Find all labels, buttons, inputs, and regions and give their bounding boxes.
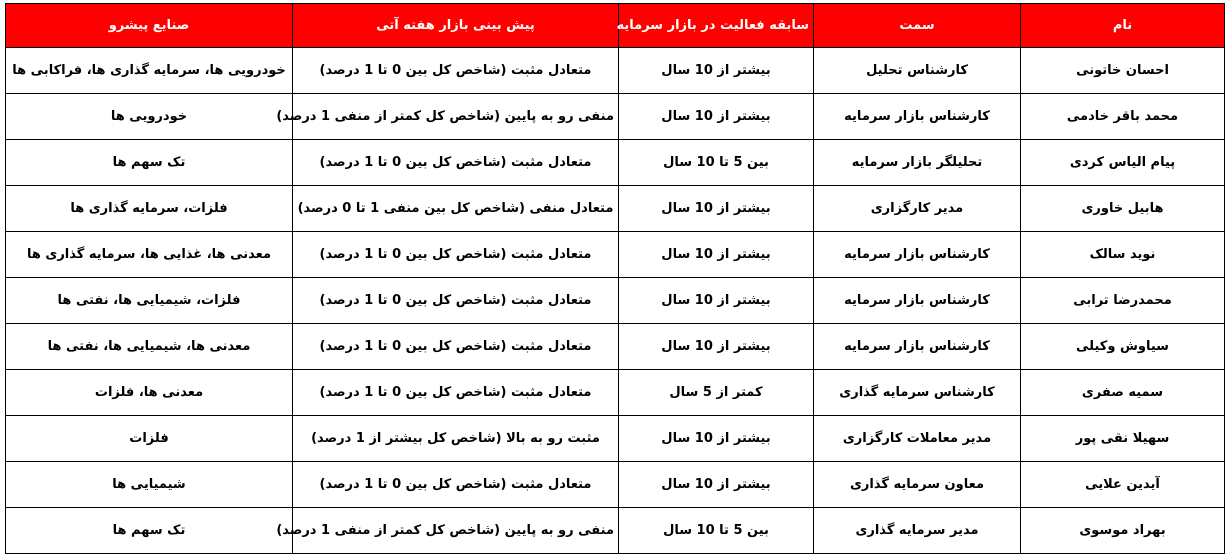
market-forecast-table	[5, 3, 1225, 554]
cell-prediction: متعادل مثبت (شاخص کل بین 0 تا 1 درصد)	[293, 140, 619, 186]
cell-role: کارشناس سرمایه گذاری	[814, 370, 1021, 416]
cell-prediction: متعادل مثبت (شاخص کل بین 0 تا 1 درصد)	[293, 462, 619, 508]
cell-name: آیدین علایی	[1021, 462, 1225, 508]
cell-industries: تک سهم ها	[6, 140, 293, 186]
header-row	[6, 4, 1225, 48]
cell-role: کارشناس تحلیل	[814, 48, 1021, 94]
table-row	[6, 416, 1225, 462]
cell-prediction: منفی رو به پایین (شاخص کل کمتر از منفی 1 درصد)	[293, 94, 619, 140]
cell-prediction: مثبت رو به بالا (شاخص کل بیشتر از 1 درصد)	[293, 416, 619, 462]
cell-experience: بیشتر از 10 سال	[619, 232, 814, 278]
cell-prediction: متعادل مثبت (شاخص کل بین 0 تا 1 درصد)	[293, 278, 619, 324]
cell-prediction: متعادل مثبت (شاخص کل بین 0 تا 1 درصد)	[293, 370, 619, 416]
table-row	[6, 48, 1225, 94]
cell-industries: شیمیایی ها	[6, 462, 293, 508]
table-header	[6, 4, 1225, 48]
table-row	[6, 508, 1225, 554]
table-row	[6, 370, 1225, 416]
cell-role: کارشناس بازار سرمایه	[814, 278, 1021, 324]
cell-experience: بیشتر از 10 سال	[619, 48, 814, 94]
table-row	[6, 94, 1225, 140]
cell-industries: معدنی ها، شیمیایی ها، نفتی ها	[6, 324, 293, 370]
cell-name: بهراد موسوی	[1021, 508, 1225, 554]
cell-role: کارشناس بازار سرمایه	[814, 94, 1021, 140]
header-experience: سابقه فعالیت در بازار سرمایه	[619, 4, 814, 48]
cell-role: مدیر معاملات کارگزاری	[814, 416, 1021, 462]
cell-prediction: متعادل منفی (شاخص کل بین منفی 1 تا 0 درصد)	[293, 186, 619, 232]
cell-experience: بیشتر از 10 سال	[619, 324, 814, 370]
header-name: نام	[1021, 4, 1225, 48]
cell-industries: خودرویی ها	[6, 94, 293, 140]
cell-experience: بیشتر از 10 سال	[619, 186, 814, 232]
table-row	[6, 324, 1225, 370]
cell-prediction: منفی رو به پایین (شاخص کل کمتر از منفی 1 درصد)	[293, 508, 619, 554]
cell-experience: بیشتر از 10 سال	[619, 94, 814, 140]
cell-role: معاون سرمایه گذاری	[814, 462, 1021, 508]
cell-experience: بیشتر از 10 سال	[619, 278, 814, 324]
cell-industries: فلزات، شیمیایی ها، نفتی ها	[6, 278, 293, 324]
cell-name: احسان خاتونی	[1021, 48, 1225, 94]
table-body	[6, 48, 1225, 554]
cell-industries: خودرویی ها، سرمایه گذاری ها، فراکابی ها	[6, 48, 293, 94]
cell-experience: بین 5 تا 10 سال	[619, 508, 814, 554]
cell-role: مدیر سرمایه گذاری	[814, 508, 1021, 554]
cell-industries: فلزات، سرمایه گذاری ها	[6, 186, 293, 232]
header-industries: صنایع پیشرو	[6, 4, 293, 48]
cell-industries: معدنی ها، غذایی ها، سرمایه گذاری ها	[6, 232, 293, 278]
cell-name: نوید سالک	[1021, 232, 1225, 278]
cell-role: مدیر کارگزاری	[814, 186, 1021, 232]
cell-experience: کمتر از 5 سال	[619, 370, 814, 416]
table-row	[6, 140, 1225, 186]
header-prediction: پیش بینی بازار هفته آتی	[293, 4, 619, 48]
cell-role: کارشناس بازار سرمایه	[814, 232, 1021, 278]
cell-industries: معدنی ها، فلزات	[6, 370, 293, 416]
table-row	[6, 232, 1225, 278]
cell-industries: تک سهم ها	[6, 508, 293, 554]
cell-prediction: متعادل مثبت (شاخص کل بین 0 تا 1 درصد)	[293, 232, 619, 278]
cell-experience: بین 5 تا 10 سال	[619, 140, 814, 186]
table-row	[6, 186, 1225, 232]
cell-name: پیام الیاس کردی	[1021, 140, 1225, 186]
header-role: سمت	[814, 4, 1021, 48]
cell-name: محمد باقر خادمی	[1021, 94, 1225, 140]
cell-name: سیاوش وکیلی	[1021, 324, 1225, 370]
cell-name: سهیلا نقی پور	[1021, 416, 1225, 462]
cell-name: هابیل خاوری	[1021, 186, 1225, 232]
table-row	[6, 462, 1225, 508]
cell-prediction: متعادل مثبت (شاخص کل بین 0 تا 1 درصد)	[293, 324, 619, 370]
cell-experience: بیشتر از 10 سال	[619, 462, 814, 508]
cell-industries: فلزات	[6, 416, 293, 462]
cell-role: کارشناس بازار سرمایه	[814, 324, 1021, 370]
cell-prediction: متعادل مثبت (شاخص کل بین 0 تا 1 درصد)	[293, 48, 619, 94]
cell-role: تحلیلگر بازار سرمایه	[814, 140, 1021, 186]
cell-experience: بیشتر از 10 سال	[619, 416, 814, 462]
cell-name: محمدرضا ترابی	[1021, 278, 1225, 324]
market-forecast-table-wrapper	[5, 3, 1224, 554]
cell-name: سمیه صفری	[1021, 370, 1225, 416]
table-row	[6, 278, 1225, 324]
